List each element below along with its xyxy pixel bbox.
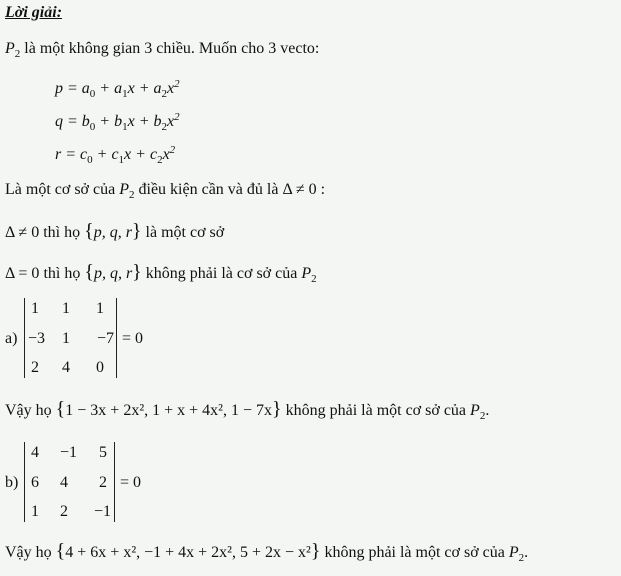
det-cell: 1 (31, 503, 39, 520)
det-cell: −1 (59, 444, 77, 461)
space-symbol: $P_2$ (470, 402, 486, 422)
det-cell: −1 (93, 503, 111, 520)
det-bar-right (116, 298, 117, 378)
det-cell: 1 (96, 300, 104, 317)
det-cell: 5 (99, 444, 107, 461)
polynomial-set: 4 + 6x + x², −1 + 4x + 2x², 5 + 2x − x² (65, 544, 311, 561)
det-cell: 2 (31, 359, 39, 376)
det-cell: 0 (96, 359, 104, 376)
vector-q-equation: $q = b_0 + b_1x + b_2x^2$ (55, 111, 180, 133)
conclusion-b: Vậy họ {4 + 6x + x², −1 + 4x + 2x², 5 + 2x − x²} không phải là một cơ sở của $P_2$. (5, 540, 529, 564)
polynomial-set: 1 − 3x + 2x², 1 + x + 4x², 1 − 7x (65, 402, 272, 419)
delta-condition: Δ = 0 (5, 265, 40, 282)
vector-r-equation: $r = c_0 + c_1x + c_2x^2$ (55, 144, 176, 166)
case-post: là một cơ sở (145, 224, 225, 241)
det-equals: = 0 (120, 474, 142, 491)
det-cell: −7 (96, 330, 114, 347)
condition-pre: Là một cơ sở của (5, 181, 116, 198)
solution-heading: Lời giải: (5, 4, 63, 21)
conclusion-post: không phải là một cơ sở của (285, 402, 467, 419)
det-cell: −3 (27, 330, 45, 347)
vector-p-equation: $p = a_0 + a_1x + a_2x^2$ (55, 78, 180, 100)
vector-set: p, q, r (93, 265, 133, 282)
determinant-a (5, 296, 155, 380)
intro-line (5, 40, 319, 58)
det-cell: 1 (62, 300, 70, 317)
det-cell: 4 (60, 474, 68, 491)
part-label: a) (5, 330, 18, 347)
case-pre: thì họ (43, 224, 81, 241)
space-symbol: $P_2$ (5, 40, 21, 60)
det-cell: 2 (99, 474, 107, 491)
conclusion-post: không phải là một cơ sở của (324, 544, 505, 561)
intro-text: là một không gian 3 chiều. Muốn cho 3 vecto: (24, 40, 320, 57)
case-nonzero: Δ ≠ 0 thì họ {p, q, r} là một cơ sở (5, 220, 225, 242)
conclusion-a: Vậy họ {1 − 3x + 2x², 1 + x + 4x², 1 − 7x} không phải là một cơ sở của $P_2$. (5, 398, 490, 422)
case-post: không phải là cơ sở của (145, 265, 298, 282)
space-symbol: $P_2$ (119, 181, 135, 201)
det-cell: 1 (62, 330, 70, 347)
det-bar-right (114, 442, 115, 522)
condition-post: điều kiện cần và đủ là Δ ≠ 0 : (138, 181, 326, 198)
det-equals: = 0 (122, 330, 144, 347)
conclusion-pre: Vậy họ (5, 402, 52, 419)
conclusion-pre: Vậy họ (5, 544, 52, 561)
det-cell: 2 (60, 503, 68, 520)
det-cell: 4 (31, 444, 39, 461)
space-symbol: $P_2$ (508, 544, 525, 564)
vector-set: p, q, r (93, 224, 132, 241)
det-cell: 6 (31, 474, 39, 491)
det-cell: 4 (62, 359, 70, 376)
space-symbol: $P_2$ (301, 265, 317, 285)
condition-line (5, 181, 325, 199)
case-zero: Δ = 0 thì họ {p, q, r} không phải là cơ sở của $P_2$ (5, 261, 317, 285)
delta-condition: Δ ≠ 0 (5, 224, 40, 241)
part-label: b) (5, 474, 19, 491)
case-pre: thì họ (43, 265, 81, 282)
determinant-b (5, 440, 155, 524)
det-cell: 1 (31, 300, 39, 317)
